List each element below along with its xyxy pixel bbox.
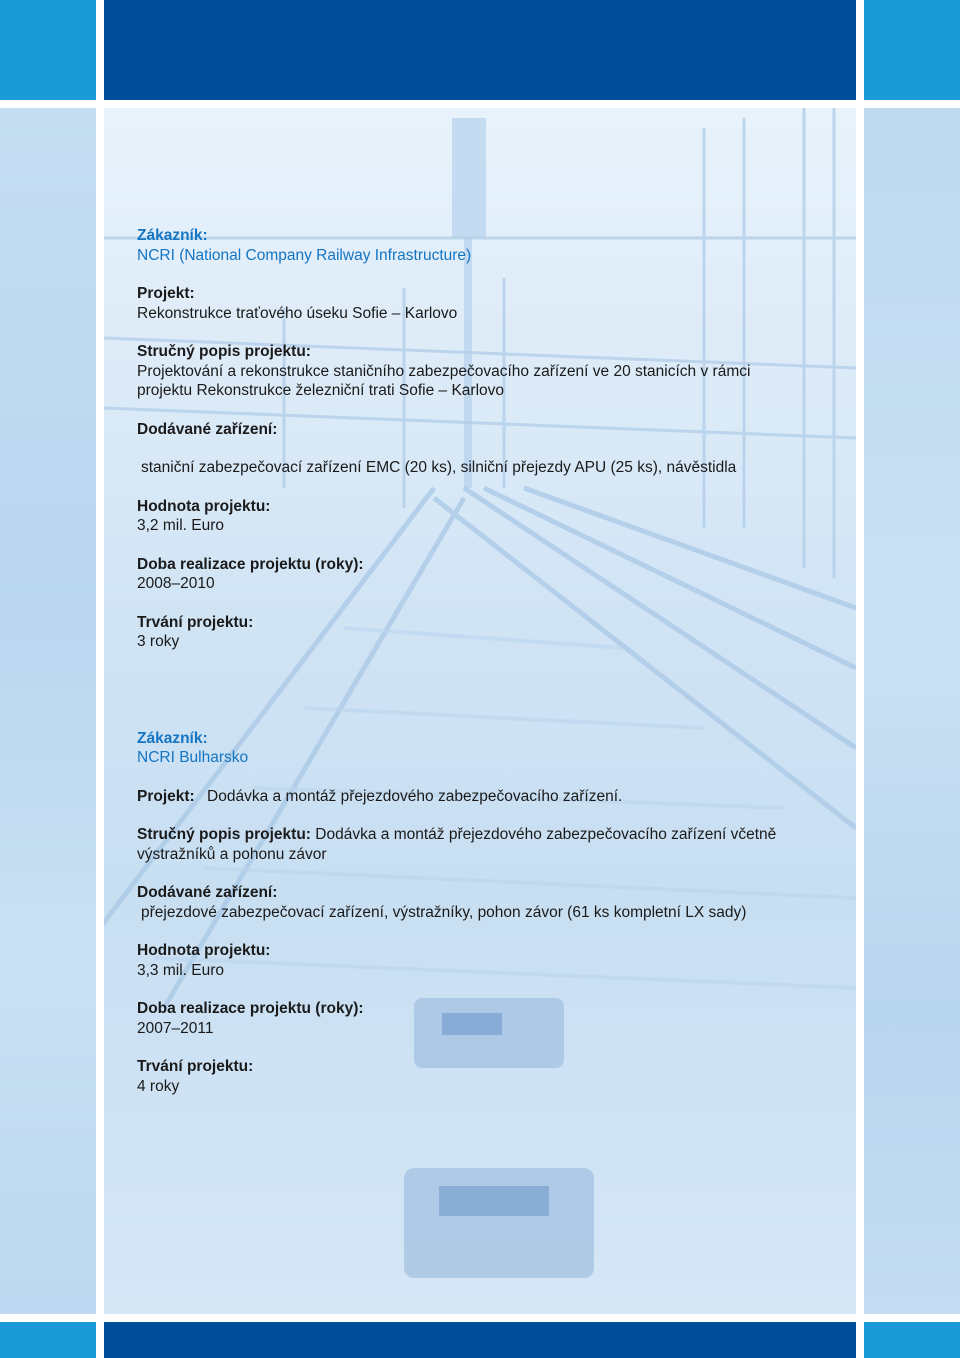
top-right-band: [864, 0, 960, 100]
description-label: Stručný popis projektu:: [137, 343, 311, 360]
customer-block: [137, 226, 837, 265]
description-label: Stručný popis projektu:: [137, 826, 311, 843]
value-value: 3,3 mil. Euro: [137, 961, 225, 979]
equipment-value: přejezdové zabezpečovací zařízení, výstražníky, pohon závor (61 ks kompletní LX sady): [141, 903, 747, 921]
description-block: [137, 825, 837, 864]
duration-value: 3 roky: [137, 633, 180, 650]
equipment-block: [137, 420, 837, 478]
period-block: [137, 999, 837, 1038]
project-entry-2: [137, 729, 837, 1097]
customer-value: NCRI (National Company Railway Infrastructure): [137, 246, 472, 264]
left-side-photo-panel: [0, 108, 96, 1314]
duration-label: Trvání projektu:: [137, 613, 254, 631]
customer-label: Zákazník:: [137, 227, 208, 244]
project-block: [137, 787, 837, 807]
right-side-photo-panel: [864, 108, 960, 1314]
value-block: [137, 497, 837, 536]
customer-label: Zákazník:: [137, 729, 208, 747]
customer-value: NCRI Bulharsko: [137, 749, 249, 766]
description-line-1: Dodávka a montáž přejezdového zabezpečovacího zařízení včetně: [315, 826, 777, 843]
project-list: [137, 226, 837, 1115]
period-value: 2007–2011: [137, 1019, 214, 1037]
value-value: 3,2 mil. Euro: [137, 517, 225, 534]
period-block: [137, 555, 837, 594]
equipment-label: Dodávané zařízení:: [137, 420, 278, 438]
project-block: [137, 284, 837, 323]
value-label: Hodnota projektu:: [137, 497, 271, 515]
value-label: Hodnota projektu:: [137, 942, 271, 959]
duration-block: [137, 613, 837, 652]
period-label: Doba realizace projektu (roky):: [137, 1000, 364, 1017]
equipment-label: Dodávané zařízení:: [137, 884, 278, 901]
equipment-block: [137, 883, 837, 922]
duration-block: [137, 1057, 837, 1096]
bottom-left-band: [0, 1322, 96, 1358]
top-center-band: [104, 0, 856, 100]
bottom-center-band: [104, 1322, 856, 1358]
value-block: [137, 941, 837, 980]
description-line-2: projektu Rekonstrukce železniční trati Sofie – Karlovo: [137, 382, 505, 399]
project-value: Dodávka a montáž přejezdového zabezpečovacího zařízení.: [207, 787, 623, 805]
top-left-band: [0, 0, 96, 100]
duration-value: 4 roky: [137, 1077, 180, 1095]
project-label: Projekt:: [137, 787, 195, 805]
description-block: [137, 342, 837, 401]
description-line-2: výstražníků a pohonu závor: [137, 845, 327, 863]
project-label: Projekt:: [137, 285, 195, 302]
equipment-value: staniční zabezpečovací zařízení EMC (20 ks), silniční přejezdy APU (25 ks), návěstidla: [141, 459, 737, 476]
period-label: Doba realizace projektu (roky):: [137, 555, 364, 573]
description-line-1: Projektování a rekonstrukce staničního zabezpečovacího zařízení ve 20 stanicích v rámci: [137, 362, 751, 380]
project-value: Rekonstrukce traťového úseku Sofie – Karlovo: [137, 304, 458, 322]
project-entry-1: [137, 226, 837, 652]
period-value: 2008–2010: [137, 575, 215, 592]
entry-spacer: [137, 671, 837, 729]
duration-label: Trvání projektu:: [137, 1058, 254, 1075]
customer-block: [137, 729, 837, 768]
bottom-right-band: [864, 1322, 960, 1358]
